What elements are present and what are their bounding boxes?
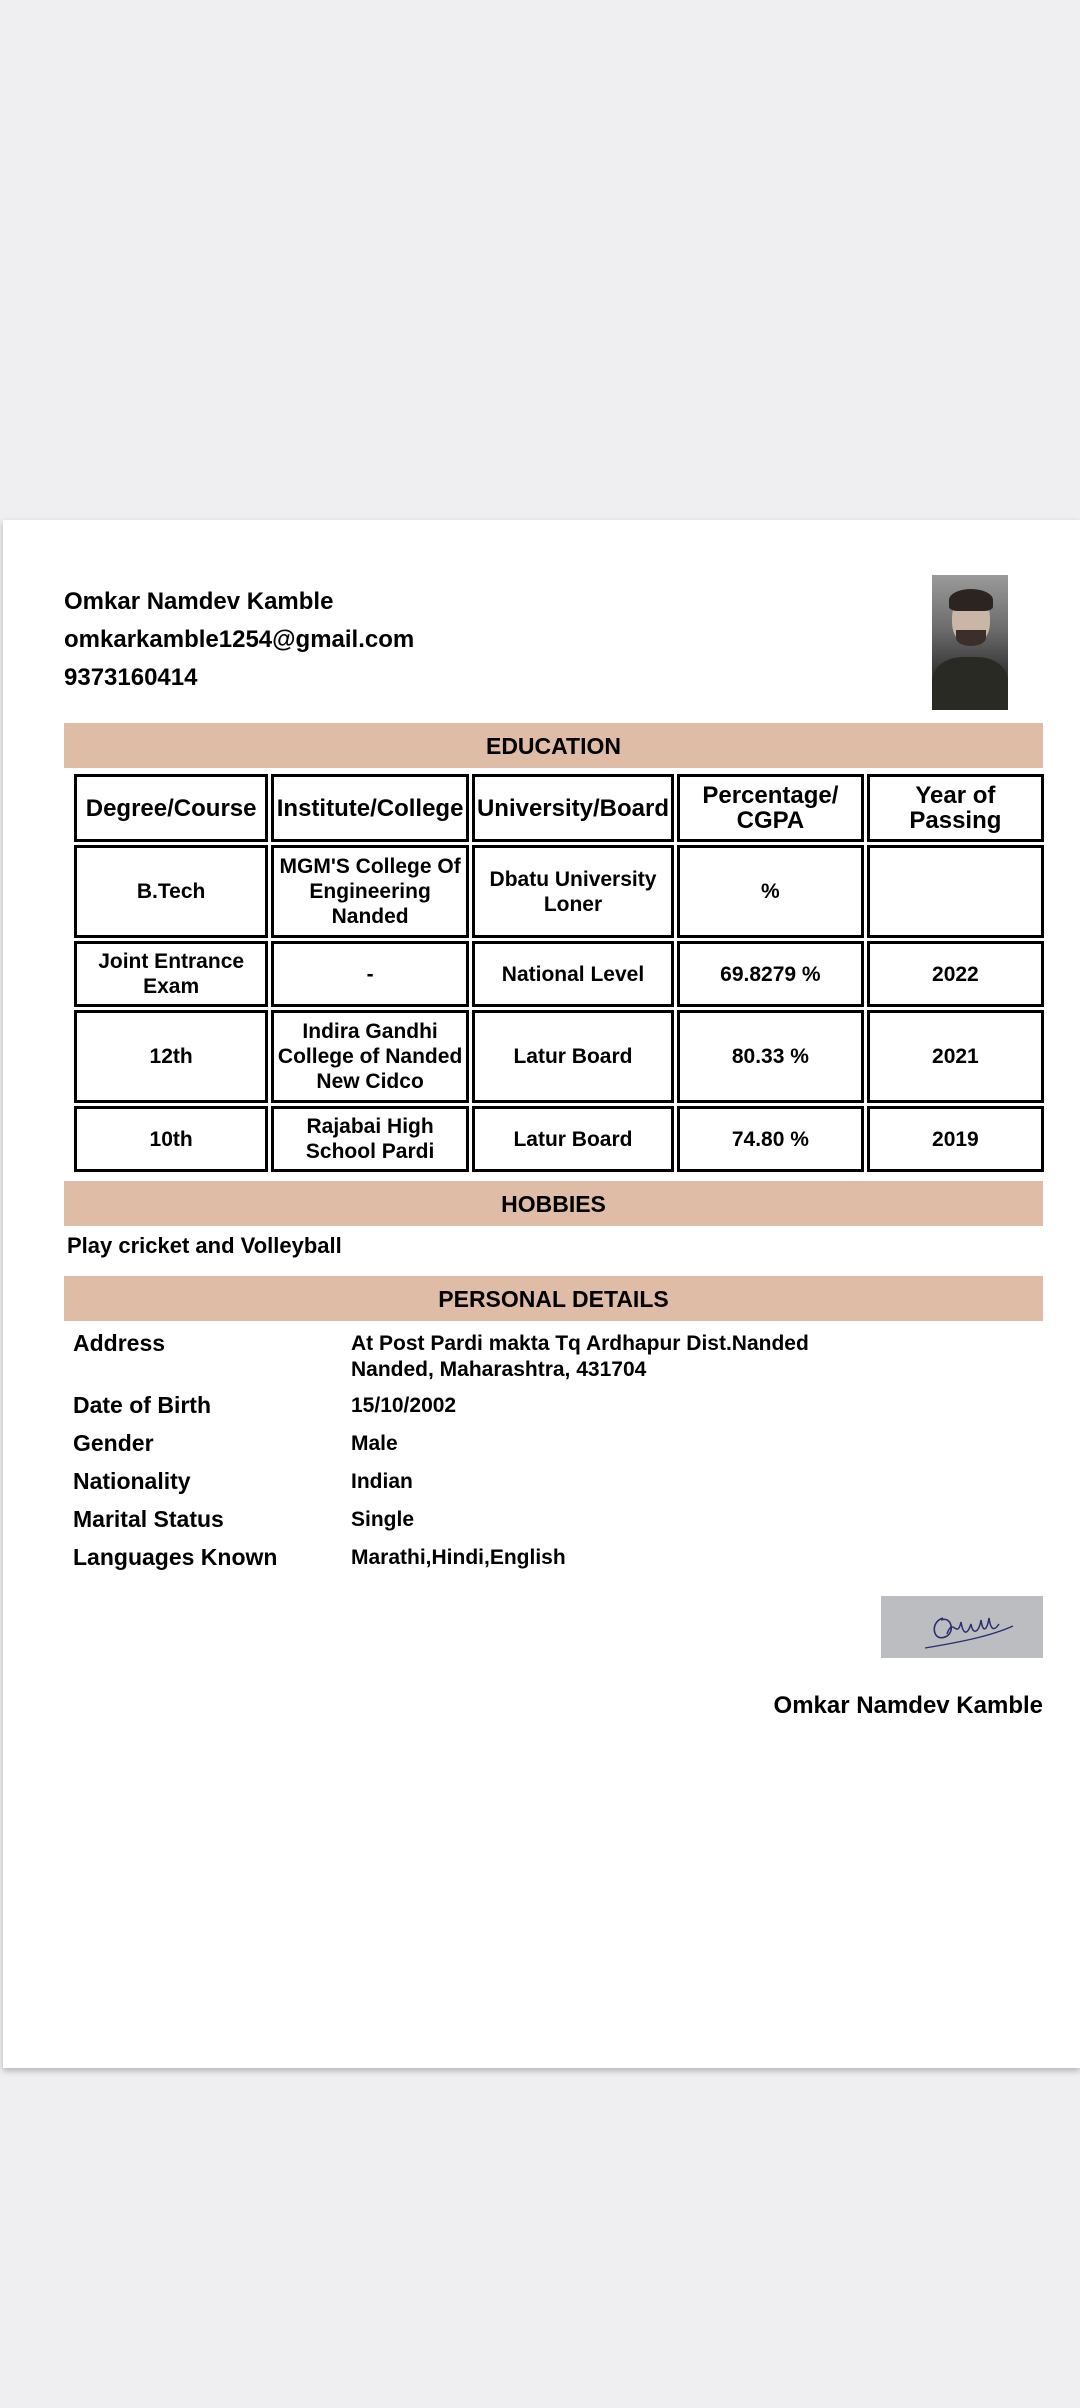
cell-degree: 12th (74, 1010, 268, 1103)
nationality-label: Nationality (73, 1468, 191, 1494)
dob-value: 15/10/2002 (351, 1394, 457, 1417)
col-institute: Institute/College (271, 774, 469, 842)
cell-institute: Rajabai High School Pardi (271, 1106, 469, 1172)
cell-year (867, 845, 1044, 938)
cell-percentage: % (677, 845, 864, 938)
cell-university: National Level (472, 941, 674, 1007)
nationality-value: Indian (351, 1470, 413, 1493)
table-row (74, 1106, 1044, 1172)
cell-degree: B.Tech (74, 845, 268, 938)
address-label: Address (73, 1330, 166, 1356)
gender-label: Gender (73, 1430, 154, 1456)
signature-image (881, 1596, 1043, 1658)
table-row (74, 845, 1044, 938)
education-table (71, 771, 1047, 1175)
languages-value: Marathi,Hindi,English (351, 1546, 566, 1569)
col-year: Year of Passing (867, 774, 1044, 842)
signatory-name: Omkar Namdev Kamble (773, 1692, 1043, 1719)
education-heading: EDUCATION (64, 723, 1043, 768)
gender-value: Male (351, 1432, 398, 1455)
resume-page (3, 520, 1080, 2068)
col-percentage: Percentage/ CGPA (677, 774, 864, 842)
cell-year: 2021 (867, 1010, 1044, 1103)
cell-year: 2022 (867, 941, 1044, 1007)
profile-photo (932, 575, 1008, 710)
hobbies-text: Play cricket and Volleyball (67, 1233, 342, 1258)
personal-details-heading: PERSONAL DETAILS (64, 1276, 1043, 1321)
address-line-1: At Post Pardi makta Tq Ardhapur Dist.Nanded (351, 1332, 809, 1355)
cell-degree: Joint Entrance Exam (74, 941, 268, 1007)
cell-percentage: 69.8279 % (677, 941, 864, 1007)
candidate-name: Omkar Namdev Kamble (64, 588, 334, 615)
table-row (74, 941, 1044, 1007)
cell-percentage: 80.33 % (677, 1010, 864, 1103)
candidate-phone: 9373160414 (64, 664, 198, 691)
address-line-2: Nanded, Maharashtra, 431704 (351, 1358, 647, 1381)
cell-institute: - (271, 941, 469, 1007)
education-header-row (74, 774, 1044, 842)
cell-institute: Indira Gandhi College of Nanded New Cidco (271, 1010, 469, 1103)
cell-university: Dbatu University Loner (472, 845, 674, 938)
cell-percentage: 74.80 % (677, 1106, 864, 1172)
cell-institute: MGM'S College Of Engineering Nanded (271, 845, 469, 938)
candidate-email: omkarkamble1254@gmail.com (64, 626, 415, 653)
marital-status-value: Single (351, 1508, 415, 1531)
cell-university: Latur Board (472, 1010, 674, 1103)
marital-status-label: Marital Status (73, 1506, 224, 1532)
cell-degree: 10th (74, 1106, 268, 1172)
dob-label: Date of Birth (73, 1392, 211, 1418)
cell-university: Latur Board (472, 1106, 674, 1172)
languages-label: Languages Known (73, 1544, 278, 1570)
table-row (74, 1010, 1044, 1103)
cell-year: 2019 (867, 1106, 1044, 1172)
hobbies-heading: HOBBIES (64, 1181, 1043, 1226)
col-degree: Degree/Course (74, 774, 268, 842)
col-university: University/Board (472, 774, 674, 842)
